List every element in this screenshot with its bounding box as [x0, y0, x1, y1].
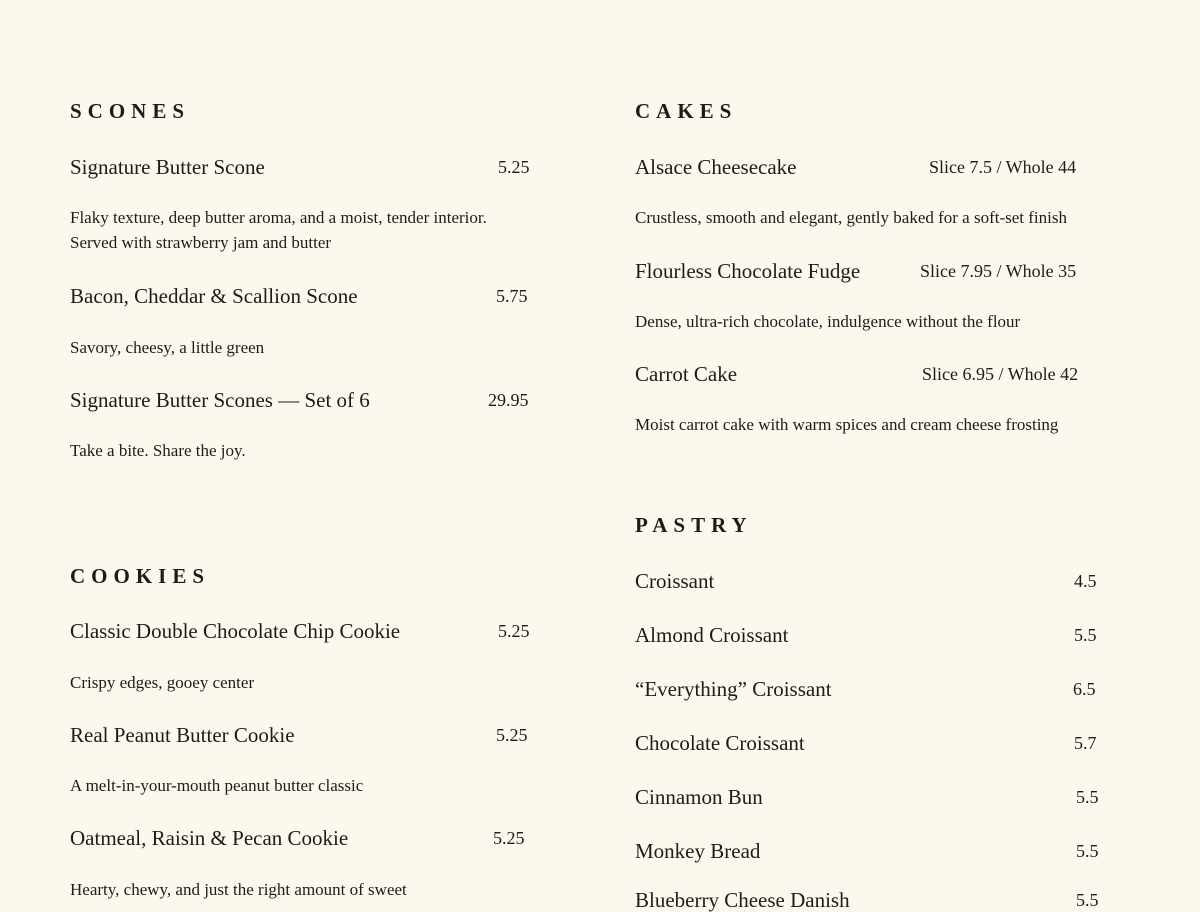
item-name: Carrot Cake [635, 362, 738, 386]
item-name: Almond Croissant [635, 623, 789, 647]
item-price: 5.75 [496, 286, 528, 306]
scones-heading: SCONES [70, 99, 191, 123]
pastry-heading: PASTRY [635, 513, 753, 537]
item-price: 5.25 [496, 725, 528, 745]
item-description: Hearty, chewy, and just the right amount of sweet [70, 880, 407, 899]
item-description: Moist carrot cake with warm spices and cream cheese frosting [635, 415, 1059, 434]
item-name: Flourless Chocolate Fudge [635, 259, 861, 283]
item-name: Real Peanut Butter Cookie [70, 723, 295, 747]
item-name: Signature Butter Scone [70, 155, 265, 179]
item-description: Take a bite. Share the joy. [70, 441, 246, 460]
item-price: Slice 6.95 / Whole 42 [922, 364, 1079, 384]
item-name: Oatmeal, Raisin & Pecan Cookie [70, 826, 349, 850]
item-name: Cinnamon Bun [635, 785, 763, 809]
item-name: Classic Double Chocolate Chip Cookie [70, 619, 401, 643]
item-price: Slice 7.95 / Whole 35 [920, 261, 1077, 281]
item-name: Bacon, Cheddar & Scallion Scone [70, 284, 358, 308]
item-name: Croissant [635, 569, 715, 593]
item-name: Signature Butter Scones — Set of 6 [70, 388, 370, 412]
item-description: Served with strawberry jam and butter [70, 233, 332, 252]
item-price: 5.5 [1076, 787, 1099, 807]
item-description: Crustless, smooth and elegant, gently baked for a soft-set finish [635, 208, 1067, 227]
item-description: Dense, ultra-rich chocolate, indulgence without the flour [635, 312, 1021, 331]
item-price: Slice 7.5 / Whole 44 [929, 157, 1077, 177]
item-description: Crispy edges, gooey center [70, 673, 255, 692]
item-name: Alsace Cheesecake [635, 155, 797, 179]
item-name: Blueberry Cheese Danish [635, 888, 850, 912]
cakes-heading: CAKES [635, 99, 738, 123]
item-price: 5.5 [1076, 890, 1099, 910]
item-price: 29.95 [488, 390, 529, 410]
item-price: 4.5 [1074, 571, 1097, 591]
item-price: 5.5 [1074, 625, 1097, 645]
item-price: 5.5 [1076, 841, 1099, 861]
item-name: Monkey Bread [635, 839, 761, 863]
item-price: 6.5 [1073, 679, 1096, 699]
item-name: “Everything” Croissant [635, 677, 832, 701]
item-description: A melt-in-your-mouth peanut butter classic [70, 776, 364, 795]
item-price: 5.25 [498, 621, 530, 641]
item-description: Savory, cheesy, a little green [70, 338, 265, 357]
item-name: Chocolate Croissant [635, 731, 805, 755]
cookies-heading: COOKIES [70, 564, 211, 588]
item-description: Flaky texture, deep butter aroma, and a moist, tender interior. [70, 208, 487, 227]
item-price: 5.25 [498, 157, 530, 177]
item-price: 5.25 [493, 828, 525, 848]
item-price: 5.7 [1074, 733, 1097, 753]
